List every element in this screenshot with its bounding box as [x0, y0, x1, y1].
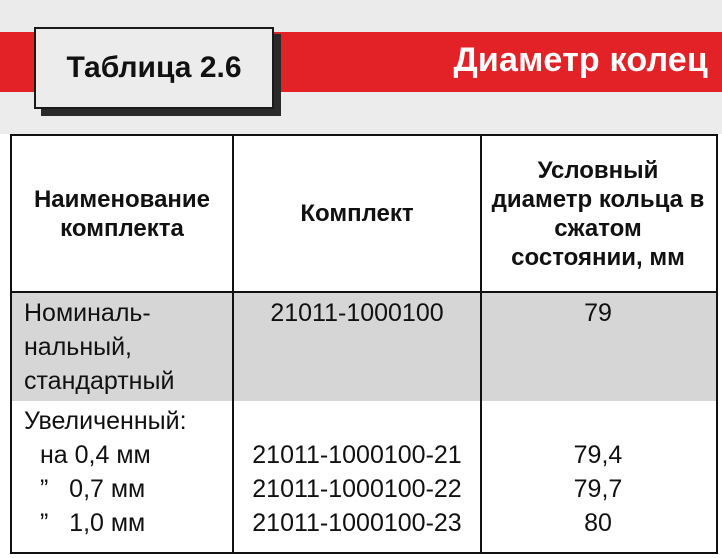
cell-kit: 21011-1000100: [270, 299, 444, 327]
cell-name: Увеличенный: на 0,4 мм ” 0,7 мм ” 1,0 мм: [24, 407, 187, 537]
data-table: [10, 134, 718, 554]
header-kit: Комплект: [300, 200, 414, 227]
table-title: Диаметр колец: [453, 41, 708, 79]
header-name: Наименование комплекта: [33, 185, 211, 242]
header-diameter: Условный диаметр кольца в сжатом состоянии, мм: [491, 156, 705, 271]
cell-kit: 21011-1000100-21 21011-1000100-22 21011-1000100-23: [252, 441, 462, 537]
table-number-box: [34, 27, 274, 109]
table-number: Таблица 2.6: [66, 51, 242, 84]
cell-diameter: 79: [584, 299, 612, 327]
cell-diameter: 79,4 79,7 80: [573, 441, 623, 537]
header-divider: [12, 291, 716, 293]
cell-name: Номиналь- нальный, стандартный: [24, 299, 175, 395]
